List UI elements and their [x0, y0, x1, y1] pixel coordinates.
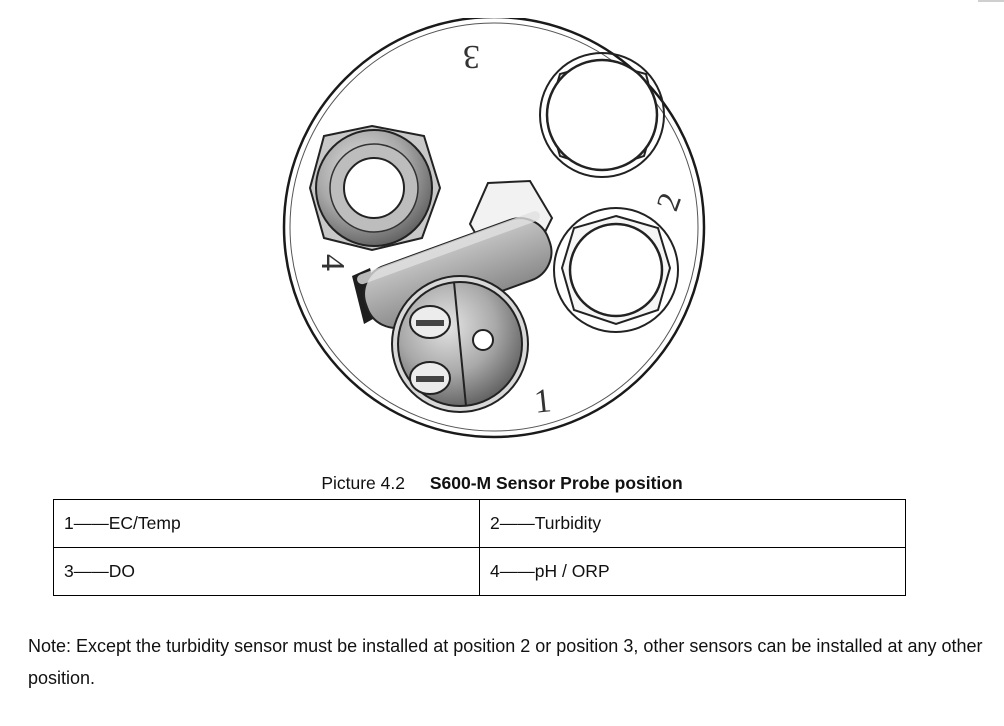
- sensor-position-table: [53, 499, 906, 596]
- table-cell: 2——Turbidity: [480, 500, 906, 548]
- port-1: [392, 276, 528, 412]
- port-4: [310, 126, 440, 250]
- position-label-2: 2: [648, 187, 689, 216]
- page-top-rule: [978, 0, 1004, 2]
- table-cell: 4——pH / ORP: [480, 548, 906, 596]
- figure-caption: [0, 473, 1004, 494]
- position-label-3: 3: [463, 38, 480, 75]
- table-row: [54, 500, 906, 548]
- table-row: [54, 548, 906, 596]
- port-3: [540, 53, 664, 177]
- position-label-1: 1: [532, 382, 554, 421]
- installation-note: Note: Except the turbidity sensor must be installed at position 2 or position 3, other sensors can be installed at any other position.: [28, 636, 983, 688]
- caption-title: S600-M Sensor Probe position: [429, 473, 683, 493]
- position-label-4: 4: [314, 254, 351, 271]
- sensor-probe-diagram: [270, 18, 740, 473]
- table-cell: 3——DO: [54, 548, 480, 596]
- caption-number: Picture 4.2: [321, 473, 405, 493]
- port-2: [554, 208, 678, 332]
- table-cell: 1——EC/Temp: [54, 500, 480, 548]
